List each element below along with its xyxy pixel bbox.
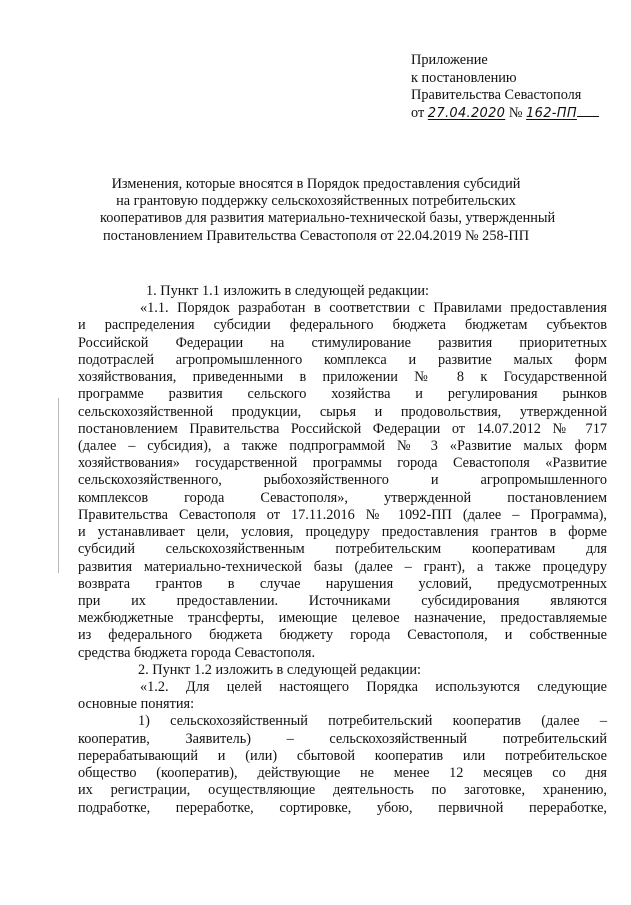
document-body <box>78 283 607 817</box>
margin-line <box>58 398 59 573</box>
body-line: и устанавливает цели, условия, процедуру предоставления грантов в форме <box>78 524 607 541</box>
body-line: сельскохозяйственной продукции, сырья и продовольствия, утвержденной <box>78 403 607 420</box>
date-prefix: от <box>411 104 425 121</box>
number-underline <box>577 115 599 117</box>
title-line: кооперативов для развития материально-технической базы, утвержденный <box>100 210 556 227</box>
body-line: комплексов города Севастополя», утвержденной постановлением <box>78 489 607 506</box>
body-line: 1) сельскохозяйственный потребительский кооператив (далее – <box>138 713 607 730</box>
appendix-label: Приложение <box>411 52 488 68</box>
body-line: подработке, переработке, сортировке, убою, первичной переработке, <box>78 799 607 816</box>
body-line: и распределения субсидии федерального бюджета бюджетам субъектов <box>78 317 607 334</box>
document-title <box>100 176 556 245</box>
body-line: основные понятия: <box>78 696 195 713</box>
body-line: «1.1. Порядок разработан в соответствии с Правилами предоставления <box>140 300 607 317</box>
appendix-header <box>411 52 611 122</box>
body-line: (далее – субсидия), а также подпрограммой № 3 «Развитие малых форм <box>78 437 607 454</box>
body-line: возврата грантов в случае нарушения условий, предусмотренных <box>78 575 607 592</box>
body-line: постановлением Правительства Российской Федерации от 14.07.2012 № 717 <box>78 420 607 437</box>
body-line: субсидий сельскохозяйственным потребительским кооперативам для <box>78 541 607 558</box>
body-line: общество (кооператив), действующие не менее 12 месяцев со дня <box>78 765 607 782</box>
appendix-date-line <box>411 105 611 123</box>
body-line: их регистрации, осуществляющие деятельность по заготовке, хранению, <box>78 782 607 799</box>
body-line: хозяйствования» государственной программы города Севастополя «Развитие <box>78 455 607 472</box>
body-line: средства бюджета города Севастополя. <box>78 644 316 661</box>
body-line: межбюджетные трансферты, имеющие целевое назначение, предоставляемые <box>78 610 607 627</box>
body-line: подотраслей агропромышленного комплекса и развитие малых форм <box>78 351 607 368</box>
body-line: перерабатывающий и (или) сбытовой кооператив или потребительское <box>78 747 607 764</box>
body-line: «1.2. Для целей настоящего Порядка используются следующие <box>140 679 607 696</box>
body-line: при их предоставлении. Источниками субсидирования являются <box>78 592 607 609</box>
body-line: хозяйствования, приведенными в приложении № 8 к Государственной <box>78 369 607 386</box>
handwritten-date: 27.04.2020 <box>427 105 506 121</box>
title-line: постановлением Правительства Севастополя от 22.04.2019 № 258-ПП <box>102 227 530 244</box>
body-line: Российской Федерации на стимулирование развития приоритетных <box>78 334 607 351</box>
appendix-to-resolution: к постановлению <box>411 69 517 86</box>
paragraph-item-1: 1. Пункт 1.1 изложить в следующей редакции: <box>146 283 429 299</box>
paragraph-item-2: 2. Пункт 1.2 изложить в следующей редакции: <box>138 661 421 678</box>
number-prefix: № <box>508 104 523 121</box>
title-line: Изменения, которые вносятся в Порядок предоставления субсидий <box>111 176 521 192</box>
body-line: Правительства Севастополя от 17.11.2016 № 1092-ПП (далее – Программа), <box>78 506 607 523</box>
body-line: из федерального бюджета бюджету города Севастополя, и собственные <box>78 627 607 644</box>
handwritten-number: 162-ПП <box>526 105 577 121</box>
body-line: развития материально-технической базы (далее – грант), а также процедуру <box>78 558 607 575</box>
body-line: сельскохозяйственного, рыбохозяйственного и агропромышленного <box>78 472 607 489</box>
body-line: кооператив, Заявитель) – сельскохозяйственный потребительский <box>78 730 607 747</box>
body-line: программе развития сельского хозяйства и регулирования рынков <box>78 386 607 403</box>
appendix-government: Правительства Севастополя <box>411 87 582 103</box>
title-line: на грантовую поддержку сельскохозяйственных потребительских <box>116 193 516 210</box>
